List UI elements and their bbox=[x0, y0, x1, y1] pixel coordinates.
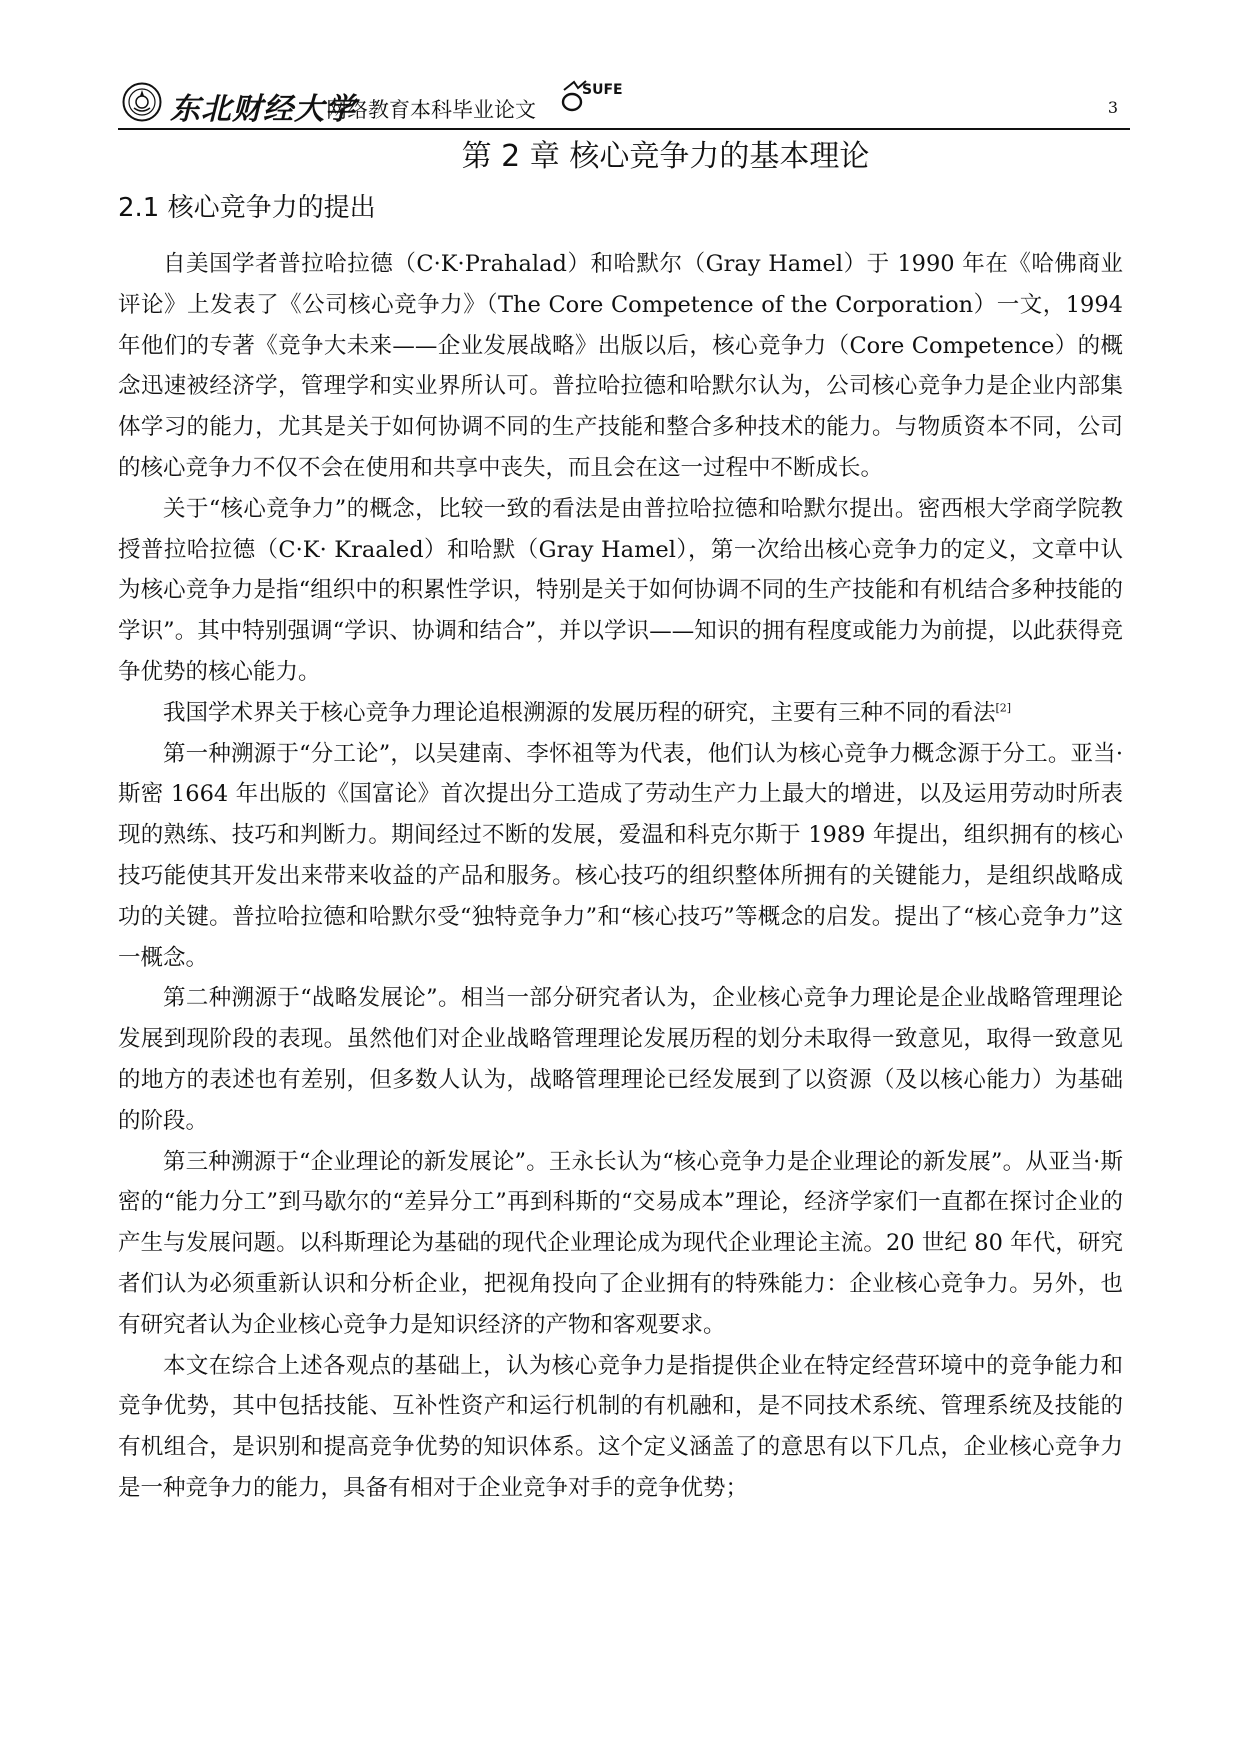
paragraph bbox=[118, 693, 1123, 734]
paragraph: 第一种溯源于“分工论”，以吴建南、李怀祖等为代表，他们认为核心竞争力概念源于分工。亚当·斯密 1664 年出版的《国富论》首次提出分工造成了劳动生产力上最大的增进，以及运用劳动时所表现的熟练、技巧和判断力。期间经过不断的发展，爱温和科克尔斯于 1989 年提出，组织拥有的核心技巧能使其开发出来带来收益的产品和服务。核心技巧的组织整体所拥有的关键能力，是组织战略成功的关键。普拉哈拉德和哈默尔受“独特竞争力”和“核心技巧”等概念的启发。提出了“核心竞争力”这一概念。 bbox=[118, 740, 1123, 971]
paragraph: 自美国学者普拉哈拉德（C·K·Prahalad）和哈默尔（Gray Hamel）于 1990 年在《哈佛商业评论》上发表了《公司核心竞争力》（The Core Competence of the Corporation）一文，1994 年他们的专著《竞争大未来——企业发展战略》出版以后，核心竞争力（Core Competence）的概念迅速被经济学，管理学和实业界所认可。普拉哈拉德和哈默尔认为，公司核心竞争力是企业内部集体学习的能力，尤其是关于如何协调不同的生产技能和整合多种技术的能力。与物质资本不同，公司的核心竞争力不仅不会在使用和共享中丧失，而且会在这一过程中不断成长。 bbox=[118, 251, 1123, 481]
paragraph: 第二种溯源于“战略发展论”。相当一部分研究者认为，企业核心竞争力理论是企业战略管理理论发展到现阶段的表现。虽然他们对企业战略管理理论发展历程的划分未取得一致意见，取得一致意见的地方的表述也有差别，但多数人认为，战略管理理论已经发展到了以资源（及以核心能力）为基础的阶段。 bbox=[118, 985, 1123, 1134]
paragraph: 第三种溯源于“企业理论的新发展论”。王永长认为“核心竞争力是企业理论的新发展”。从亚当·斯密的“能力分工”到马歇尔的“差异分工”再到科斯的“交易成本”理论，经济学家们一直都在探讨企业的产生与发展问题。以科斯理论为基础的现代企业理论成为现代企业理论主流。20 世纪 80 年代，研究者们认为必须重新认识和分析企业，把视角投向了企业拥有的特殊能力：企业核心竞争力。另外，也有研究者认为企业核心竞争力是知识经济的产物和客观要求。 bbox=[118, 1148, 1123, 1338]
page-number: 3 bbox=[1107, 98, 1118, 117]
paragraph: 本文在综合上述各观点的基础上，认为核心竞争力是指提供企业在特定经营环境中的竞争能力和竞争优势，其中包括技能、互补性资产和运行机制的有机融和，是不同技术系统、管理系统及技能的有机组合，是识别和提高竞争优势的知识体系。这个定义涵盖了的意思有以下几点，企业核心竞争力是一种竞争力的能力，具备有相对于企业竞争对手的竞争优势； bbox=[118, 1352, 1123, 1501]
page-header bbox=[118, 80, 1130, 132]
header-divider bbox=[118, 128, 1130, 130]
citation-mark: [2] bbox=[995, 701, 1012, 715]
paragraph-text: 我国学术界关于核心竞争力理论追根溯源的发展历程的研究，主要有三种不同的看法 bbox=[163, 699, 996, 726]
header-subtitle: 网络教育本科毕业论文 bbox=[326, 98, 536, 122]
sufe-logo-icon bbox=[558, 80, 636, 114]
logo-text: SUFE bbox=[582, 82, 623, 98]
chapter-title: 第 2 章 核心竞争力的基本理论 bbox=[461, 139, 870, 174]
body-text bbox=[118, 244, 1123, 1509]
section-title: 2.1 核心竞争力的提出 bbox=[118, 193, 376, 223]
university-seal-icon bbox=[122, 82, 162, 122]
university-name: 东北财经大学 bbox=[170, 92, 356, 127]
paragraph: 关于“核心竞争力”的概念，比较一致的看法是由普拉哈拉德和哈默尔提出。密西根大学商学院教授普拉哈拉德（C·K· Kraaled）和哈默（Gray Hamel），第一次给出核心竞争力的定义，文章中认为核心竞争力是指“组织中的积累性学识，特别是关于如何协调不同的生产技能和有机结合多种技能的学识”。其中特别强调“学识、协调和结合”，并以学识——知识的拥有程度或能力为前提，以此获得竞争优势的核心能力。 bbox=[118, 495, 1123, 685]
